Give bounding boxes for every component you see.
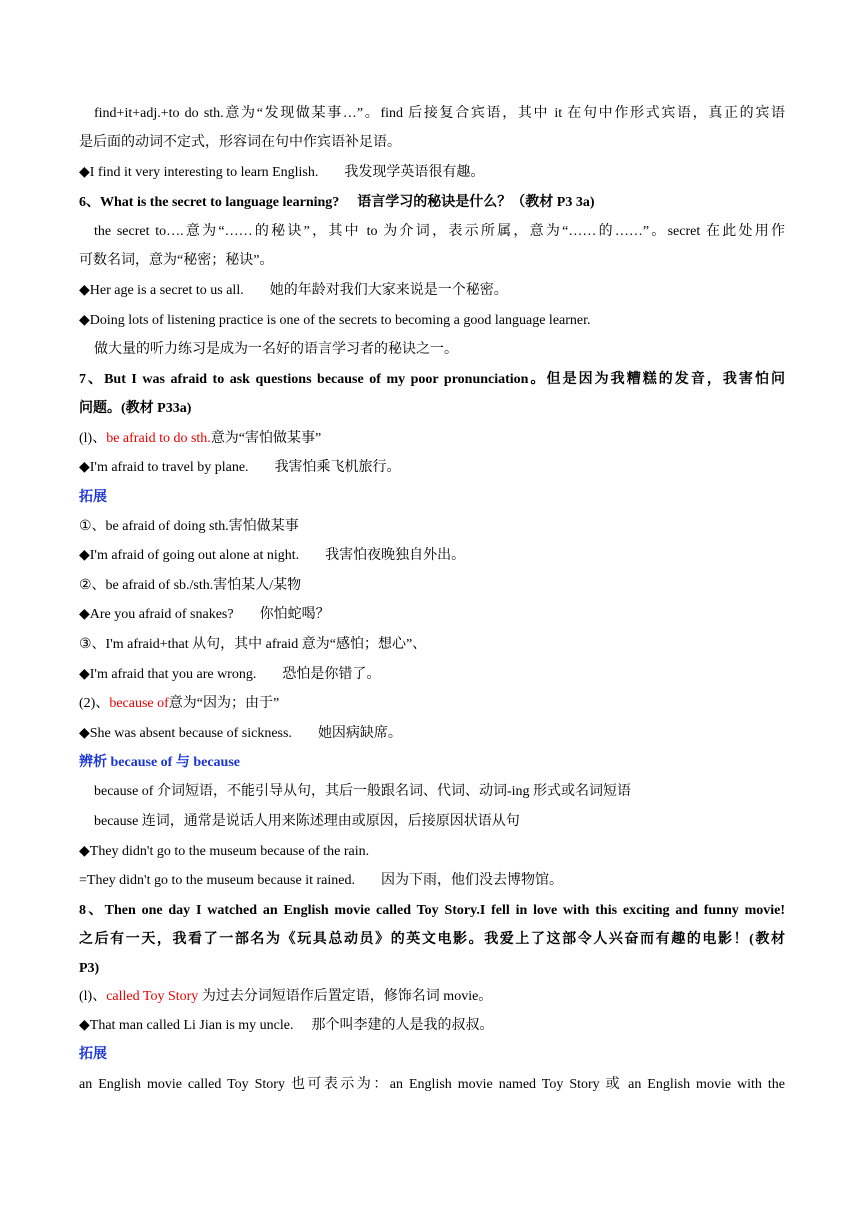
example-sentence: ◆She was absent because of sickness. 她因病缺席。 [79,726,402,741]
paragraph-line: the secret to….意为“……的秘诀”，其中 to 为介词，表示所属，意为“……的……”。secret 在此处用作 [94,224,785,239]
section-heading-7-cont: 问题。(教材 P33a) [79,401,192,416]
section-heading-7: 7、But I was afraid to ask questions because of my poor pronunciation。但是因为我糟糕的发音，我害怕问 [79,372,785,387]
example-sentence: ◆Doing lots of listening practice is one of the secrets to becoming a good language learner. [79,313,591,328]
key-phrase: because of [109,696,169,711]
example-sentence: ◆Her age is a secret to us all. 她的年龄对我们大家来说是一个秘密。 [79,283,508,298]
analysis-line: because 连词，通常是说话人用来陈述理由或原因，后接原因状语从句 [94,814,520,829]
example-sentence: =They didn't go to the museum because it rained. 因为下雨，他们没去博物馆。 [79,873,563,888]
analysis-label: 辨析 because of 与 because [79,755,240,770]
paragraph-line: 可数名词，意为“秘密；秘诀”。 [79,253,274,268]
point-2: (2)、because of意为“因为；由于” [79,696,280,711]
paragraph-line: find+it+adj.+to do sth.意为“发现做某事…”。find 后接复合宾语，其中 it 在句中作形式宾语，真正的宾语 [94,106,785,121]
example-sentence: ◆That man called Li Jian is my uncle. 那个叫李建的人是我的叔叔。 [79,1018,494,1033]
section-heading-8: 8、Then one day I watched an English movie called Toy Story.I fell in love with this exciting and funny movie! [79,903,785,918]
extension-item: ③、I'm afraid+that 从句，其中 afraid 意为“感怕；想心”、 [79,637,427,652]
example-sentence: ◆I'm afraid to travel by plane. 我害怕乘飞机旅行。 [79,460,401,475]
extension-label: 拓展 [79,1047,107,1062]
extension-label: 拓展 [79,490,107,505]
extension-item: ①、be afraid of doing sth.害怕做某事 [79,519,299,534]
paragraph-line: 是后面的动词不定式，形容词在句中作宾语补足语。 [79,135,401,150]
extension-item: ②、be afraid of sb./sth.害怕某人/某物 [79,578,302,593]
point-1: (l)、called Toy Story 为过去分词短语作后置定语，修饰名词 movie。 [79,989,493,1004]
section-heading-8-cont: 之后有一天，我看了一部名为《玩具总动员》的英文电影。我爱上了这部令人兴奋而有趣的电影！(教材 [79,932,785,947]
section-heading-6: 6、What is the secret to language learning? 语言学习的秘诀是什么？（教材 P3 3a) [79,195,595,210]
example-translation: 做大量的听力练习是成为一名好的语言学习者的秘诀之一。 [94,342,458,357]
example-sentence: ◆They didn't go to the museum because of the rain. [79,844,370,859]
example-sentence: ◆I'm afraid of going out alone at night. 我害怕夜晚独自外出。 [79,548,466,563]
example-sentence: ◆I find it very interesting to learn English. 我发现学英语很有趣。 [79,165,485,180]
key-phrase: called Toy Story [106,989,199,1004]
example-sentence: ◆Are you afraid of snakes? 你怕蛇喝？ [79,607,330,622]
analysis-line: because of 介词短语，不能引导从句，其后一般跟名词、代词、动词-ing 形式或名词短语 [94,784,632,799]
section-heading-8-cont: P3) [79,961,100,976]
point-1: (l)、be afraid to do sth.意为“害怕做某事” [79,431,322,446]
example-sentence: ◆I'm afraid that you are wrong. 恐怕是你错了。 [79,667,381,682]
key-phrase: be afraid to do sth. [106,431,211,446]
paragraph-line: an English movie called Toy Story 也可表示为：an English movie named Toy Story 或 an English movie with the [79,1077,785,1092]
